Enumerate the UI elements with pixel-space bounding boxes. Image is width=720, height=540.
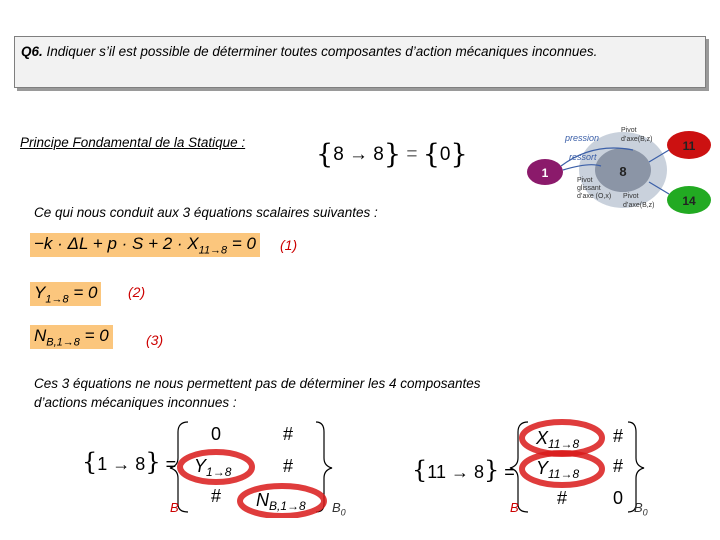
node-8-label: 8	[619, 164, 627, 179]
torsor-2-r3-right: 0	[612, 488, 624, 508]
pfs-rhs: 0	[439, 144, 451, 165]
torsor-1-name: {1 → 8} =	[82, 448, 177, 476]
equation-3-tail: = 0	[79, 326, 109, 345]
torsor-2-r1-left: $X_{11\to 8}$	[536, 428, 580, 451]
torsor-1-point-left: B	[170, 500, 179, 515]
torsor-1-r2-right: #	[282, 456, 294, 476]
equation-1	[30, 233, 260, 257]
label-pivot-top: Pivot	[621, 127, 637, 134]
torsor-2-r1-right: #	[612, 426, 624, 446]
torsor-1-r2-left: $Y_{1\to 8}$	[194, 456, 232, 479]
liaison-graph	[523, 120, 720, 220]
equation-3-expr: N	[34, 326, 47, 345]
equation-2-tail: = 0	[68, 283, 98, 302]
torsor-2-name: {11 → 8} =	[412, 456, 515, 484]
question-text	[21, 41, 697, 62]
label-pivot-mid-3: d’axe (O,x)	[577, 193, 612, 200]
node-11-label: 11	[682, 139, 696, 153]
torsor-1-point-right: $B_0$	[332, 500, 346, 518]
intro-text: Ce qui nous conduit aux 3 équations scalaires suivantes :	[34, 205, 378, 220]
question-box	[14, 36, 706, 88]
torsor-2-r3-left: #	[556, 488, 568, 508]
label-pression: pression	[565, 133, 600, 143]
equation-1-sub: 11→8	[198, 244, 228, 257]
label-pivot-bot: Pivot	[623, 193, 639, 200]
equation-2-expr: Y	[34, 283, 46, 302]
equation-2	[30, 282, 101, 306]
label-ressort: ressort	[569, 152, 597, 162]
question-body: Indiquer s’il est possible de déterminer toutes composantes d’action mécaniques inconnues.	[46, 44, 598, 59]
torsor-2-point-left: B	[510, 500, 519, 515]
equation-1-expr: −k · ΔL + p · S + 2 · X	[34, 234, 199, 253]
node-1-label: 1	[541, 166, 549, 180]
question-label: Q6.	[21, 44, 43, 59]
conclusion-text: Ces 3 équations ne nous permettent pas de déterminer les 4 composantes d’actions mécaniques inconnues :	[34, 376, 481, 410]
torsor-2-point-right: $B_0$	[634, 500, 648, 518]
equation-2-sub: 1→8	[45, 293, 69, 306]
principe-heading: Principe Fondamental de la Statique :	[20, 135, 246, 150]
torsor-2-right-brace	[628, 422, 644, 512]
label-pivot-mid: Pivot	[577, 177, 593, 184]
torsor-1-r1-left: 0	[210, 424, 222, 444]
pfs-equation: {8 → 8} = {0}	[316, 139, 468, 170]
label-pivot-bot-axis: d’axe(B,z)	[623, 202, 655, 209]
torsor-1-r3-left: #	[210, 486, 222, 506]
torsor-2-r2-right: #	[612, 456, 624, 476]
node-14-label: 14	[682, 194, 696, 208]
equation-3-sub: B,1→8	[46, 336, 80, 349]
equation-3-number: (3)	[146, 332, 164, 348]
label-pivot-mid-2: glissant	[577, 185, 601, 192]
pfs-lhs: 8 → 8	[333, 144, 384, 165]
label-pivot-top-axis: d’axe(B,z)	[621, 136, 653, 143]
equation-1-number: (1)	[280, 237, 298, 253]
equation-1-tail: = 0	[227, 234, 257, 253]
torsor-1-r3-right: $N_{B,1\to 8}$	[256, 490, 306, 513]
torsor-1-r1-right: #	[282, 424, 294, 444]
torsor-2-r2-left: $Y_{11\to 8}$	[536, 458, 580, 481]
equation-3	[30, 325, 113, 349]
equation-2-number: (2)	[128, 284, 146, 300]
